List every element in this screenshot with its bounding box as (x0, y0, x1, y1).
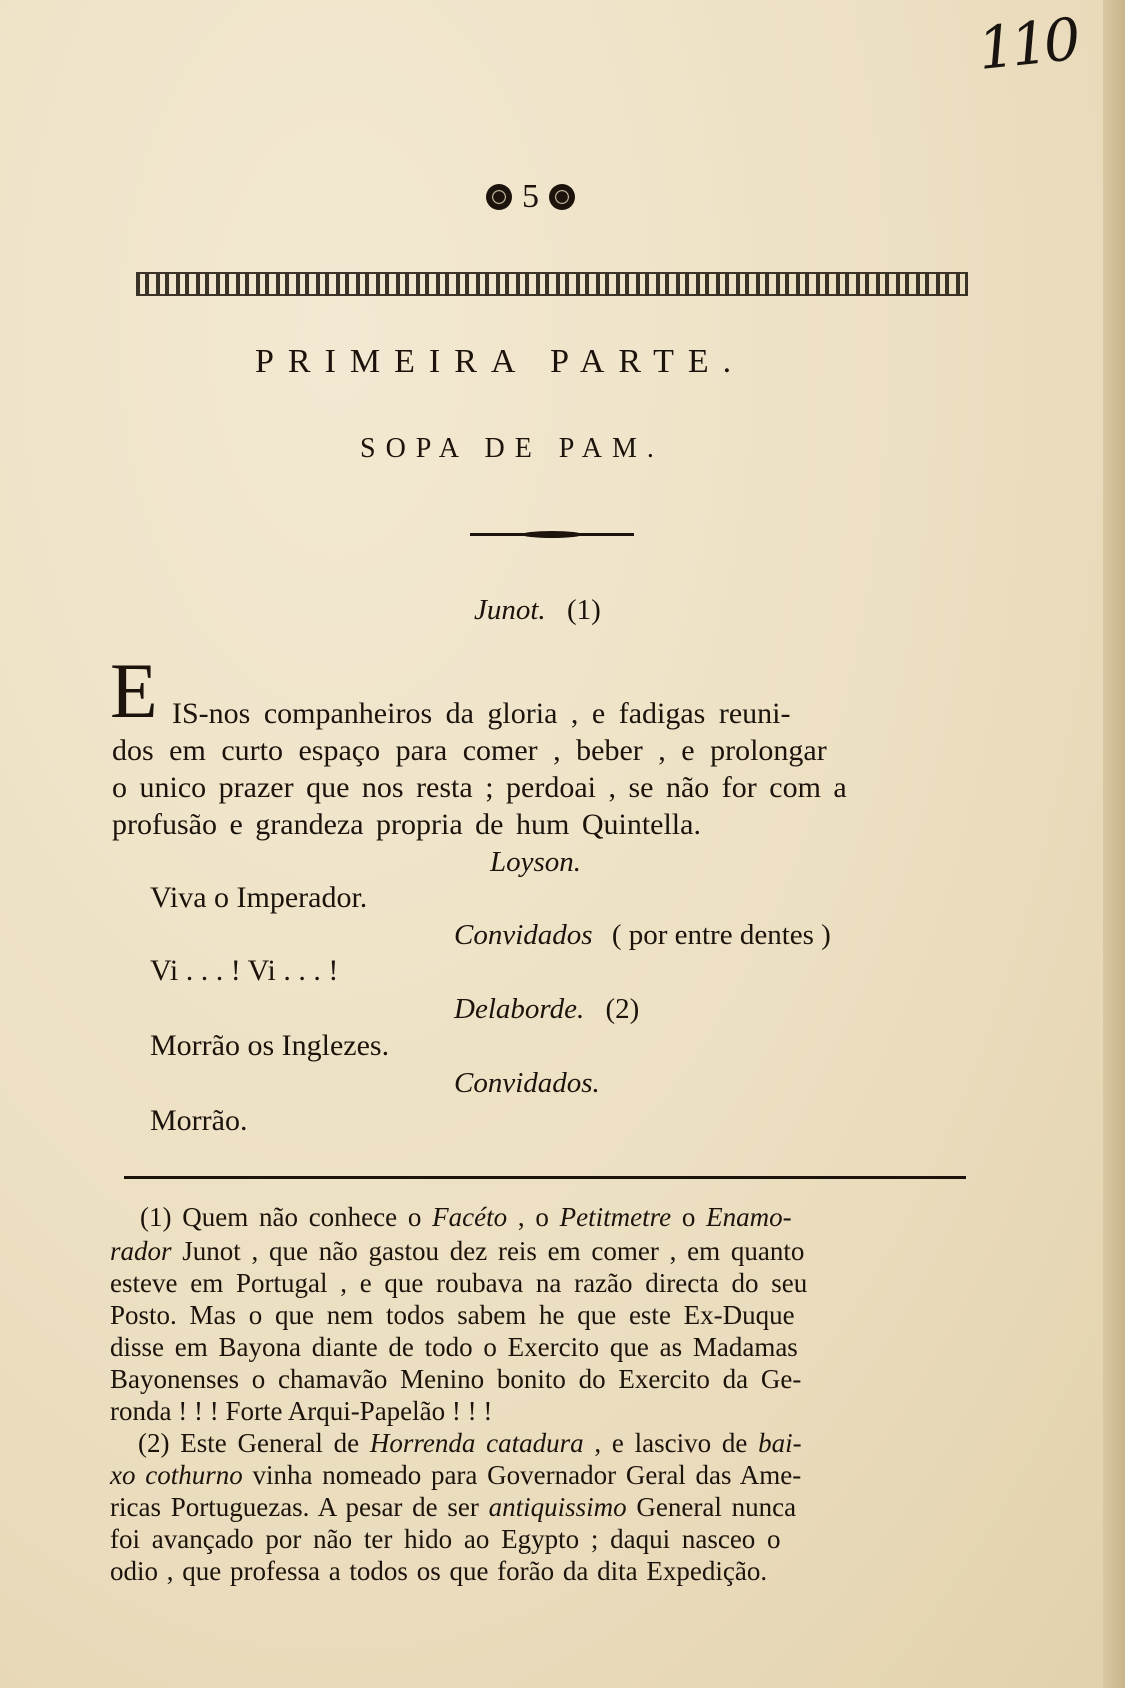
footnote-line: Posto. Mas o que nem todos sabem he que este Ex-Duque (110, 1300, 795, 1330)
decorative-border (136, 272, 968, 296)
page-edge (1103, 0, 1125, 1688)
footnote-line: esteve em Portugal , e que roubava na razão directa do seu (110, 1268, 808, 1298)
note-ref: (2) (605, 993, 640, 1025)
handwritten-page-number: 110 (974, 5, 1081, 83)
footnote-line: ronda ! ! ! Forte Arqui-Papelão ! ! ! (110, 1396, 493, 1426)
speaker-convidados: Convidados. (454, 1067, 600, 1099)
footnote-line: ricas Portuguezas. A pesar de ser antiquissimo General nunca (110, 1492, 797, 1522)
part-title: PRIMEIRA PARTE. (255, 343, 746, 380)
speaker-delaborde: Delaborde. (2) (454, 993, 640, 1025)
drop-cap: E (110, 647, 158, 734)
speech-line: profusão e grandeza propria de hum Quintella. (112, 808, 701, 841)
footnote-line: xo cothurno vinha nomeado para Governador Geral das Ame- (110, 1460, 802, 1490)
section-subtitle: SOPA DE PAM. (360, 433, 664, 464)
footnote-line: odio , que professa a todos os que forão da dita Expedição. (110, 1556, 768, 1586)
title-rule (470, 533, 634, 536)
speech-line: o unico prazer que nos resta ; perdoai , se não for com a (112, 771, 847, 804)
speech-line: Viva o Imperador. (150, 881, 368, 914)
speech-line: Morrão. (150, 1104, 248, 1137)
footnote-line: rador Junot , que não gastou dez reis em comer , em quanto (110, 1236, 805, 1266)
footnote-line: foi avançado por não ter hido ao Egypto ; daqui nasceo o (110, 1524, 781, 1554)
ornament-icon (549, 184, 575, 210)
footnote-line: (2) Este General de Horrenda catadura , e lascivo de bai- (138, 1428, 802, 1458)
note-ref: (1) (566, 594, 601, 626)
speech-line: dos em curto espaço para comer , beber , e prolongar (112, 734, 827, 767)
footnote-line: (1) Quem não conhece o Facéto , o Petitmetre o Enamo- (140, 1202, 792, 1232)
speech-line: Morrão os Inglezes. (150, 1029, 390, 1062)
footnote-rule (124, 1176, 966, 1179)
footnote-line: Bayonenses o chamavão Menino bonito do Exercito da Ge- (110, 1364, 802, 1394)
page-number: 5 (522, 178, 539, 216)
speaker-junot: Junot. (1) (474, 594, 601, 626)
speech-line: Vi . . . ! Vi . . . ! (150, 954, 339, 987)
stage-direction: ( por entre dentes ) (611, 919, 831, 951)
folio (486, 176, 575, 216)
speaker-convidados: Convidados ( por entre dentes ) (454, 919, 831, 951)
speech-line: IS-nos companheiros da gloria , e fadigas reuni- (172, 697, 791, 730)
footnote-line: disse em Bayona diante de todo o Exercito que as Madamas (110, 1332, 798, 1362)
speaker-loyson: Loyson. (490, 846, 582, 878)
ornament-icon (486, 184, 512, 210)
